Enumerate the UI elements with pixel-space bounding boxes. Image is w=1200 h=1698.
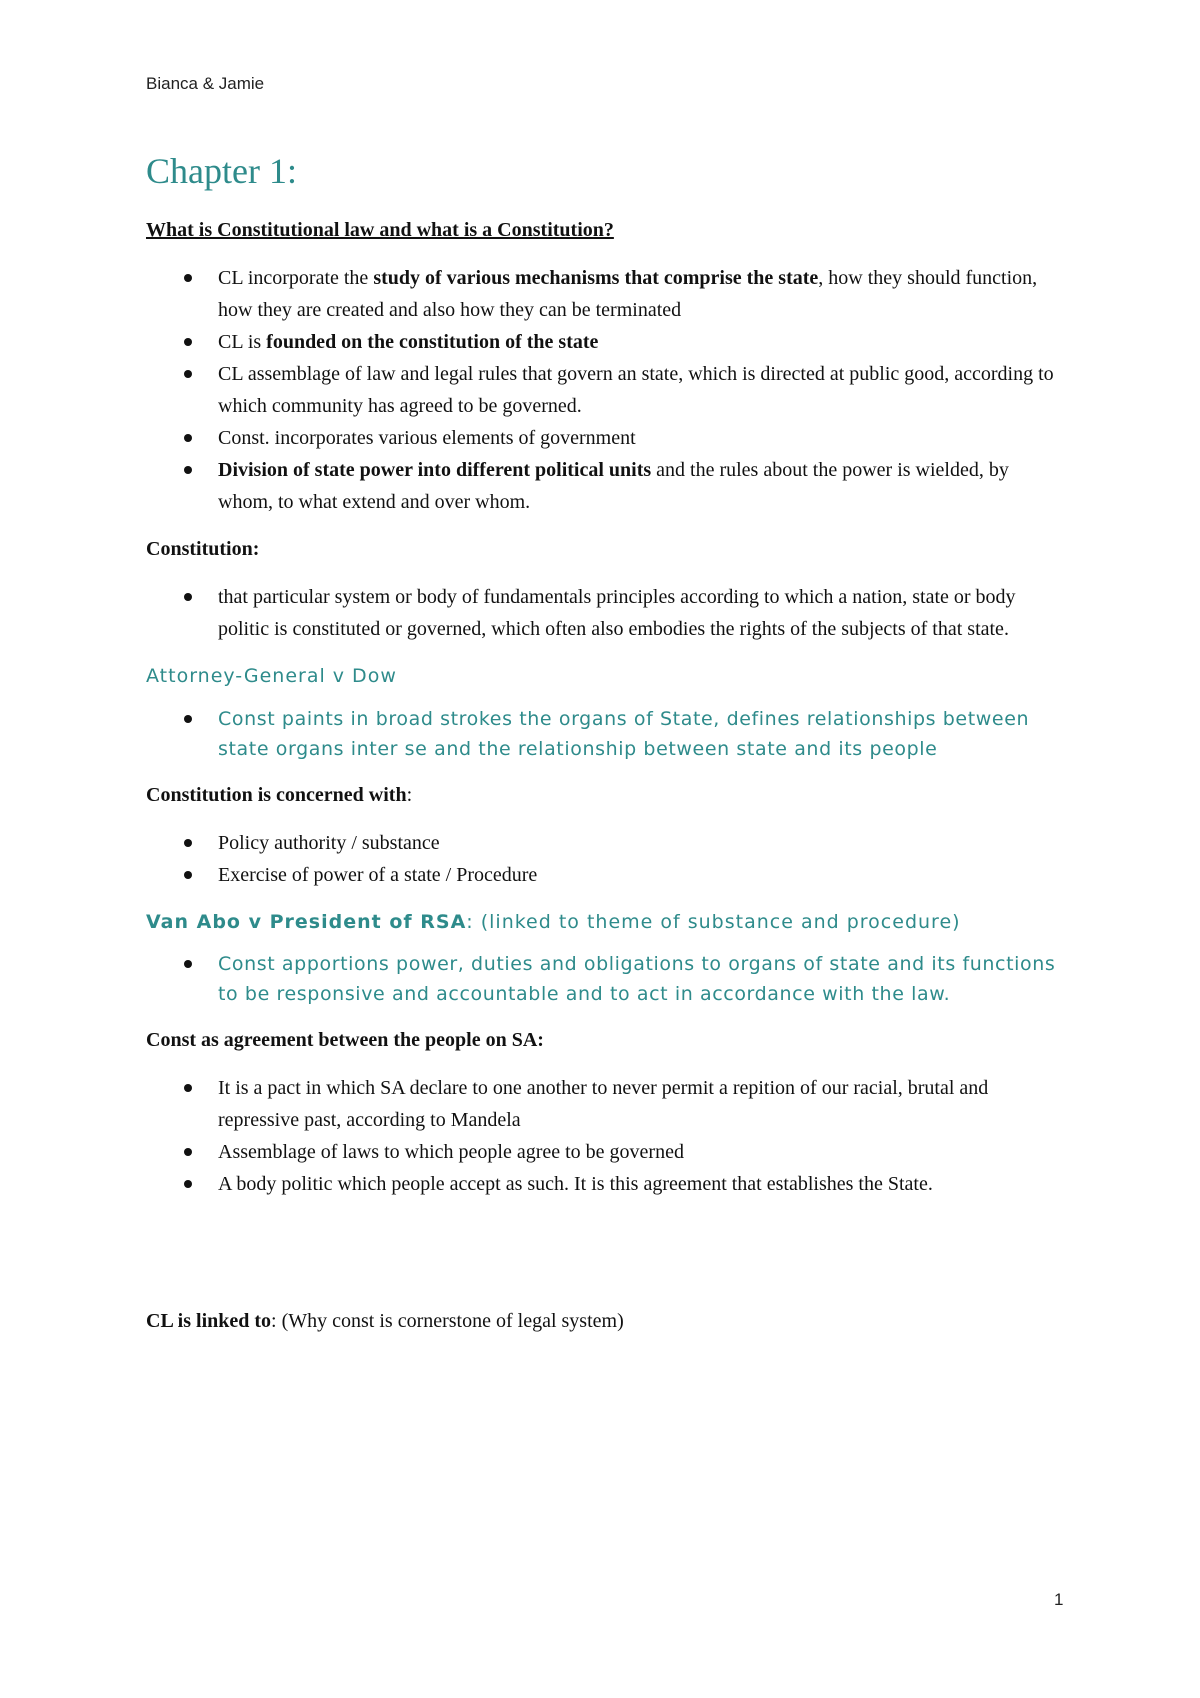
list-item: Policy authority / substance: [146, 827, 1066, 859]
dow-list: [146, 704, 1066, 764]
list-item: It is a pact in which SA declare to one another to never permit a repition of our racial, brutal and repressive past, according to Mandela: [146, 1072, 1066, 1136]
section-heading-agreement: Const as agreement between the people on SA:: [146, 1029, 544, 1052]
van-abo-list: [146, 949, 1066, 1009]
list-item: that particular system or body of fundamentals principles according to which a nation, state or body politic is constituted or governed, which often also embodies the rights of the subjects of that state.: [146, 581, 1066, 645]
list-item: CL assemblage of law and legal rules that govern an state, which is directed at public good, according to which community has agreed to be governed.: [146, 358, 1066, 422]
document-body: [146, 150, 1066, 1353]
case-heading-van-abo: Van Abo v President of RSA: (linked to theme of substance and procedure): [146, 910, 961, 933]
list-item: Exercise of power of a state / Procedure: [146, 859, 1066, 891]
page-number: 1: [1054, 1590, 1064, 1609]
list-item: Const apportions power, duties and obligations to organs of state and its functions to be responsive and accountable and to act in accordance with the law.: [146, 949, 1066, 1009]
section-heading-constitution: Constitution:: [146, 538, 260, 561]
section-heading-linked-to: CL is linked to: (Why const is cornerstone of legal system): [146, 1310, 624, 1333]
concerned-with-list: [146, 827, 1066, 891]
agreement-list: [146, 1072, 1066, 1200]
chapter-title: Chapter 1:: [146, 151, 297, 191]
page-header-authors: Bianca & Jamie: [146, 74, 265, 93]
section-heading-concerned-with: Constitution is concerned with:: [146, 783, 413, 806]
list-item: Division of state power into different political units and the rules about the power is wielded, by whom, to what extend and over whom.: [146, 454, 1066, 518]
list-item: Assemblage of laws to which people agree to be governed: [146, 1136, 1066, 1168]
list-item: CL incorporate the study of various mechanisms that comprise the state, how they should function, how they are created and also how they can be terminated: [146, 262, 1066, 326]
list-item: CL is founded on the constitution of the state: [146, 326, 1066, 358]
list-item: A body politic which people accept as such. It is this agreement that establishes the State.: [146, 1168, 1066, 1200]
list-item: Const. incorporates various elements of government: [146, 422, 1066, 454]
section-heading-what-is-cl: What is Constitutional law and what is a Constitution?: [146, 219, 614, 242]
what-is-cl-list: [146, 262, 1066, 518]
spacer: [146, 1218, 1066, 1308]
constitution-list: [146, 581, 1066, 645]
list-item: Const paints in broad strokes the organs of State, defines relationships between state organs inter se and the relationship between state and its people: [146, 704, 1066, 764]
case-heading-dow: Attorney-General v Dow: [146, 665, 397, 688]
